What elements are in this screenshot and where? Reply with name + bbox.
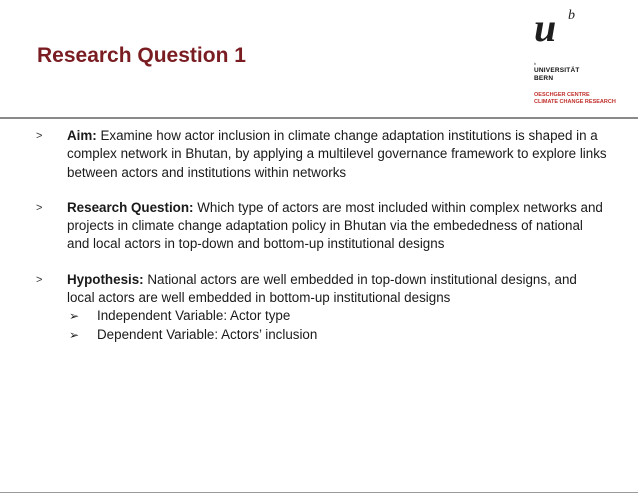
logo-superscript: b: [568, 8, 575, 23]
header-divider: [0, 117, 638, 119]
bullet-label: Research Question:: [67, 199, 194, 215]
sub-bullet-text: Dependent Variable: Actors’ inclusion: [97, 326, 318, 342]
arrow-bullet-icon: ➢: [69, 309, 80, 324]
slide-title: Research Question 1: [37, 44, 246, 67]
bullet-item-hypothesis: [36, 271, 608, 344]
sub-bullet-independent-variable: [69, 307, 608, 325]
slide-content: [36, 127, 608, 361]
bullet-text: Examine how actor inclusion in climate change adaptation institutions is shaped in a complex network in Bhutan, by applying a multilevel governance framework to explore links between actors and institutions within networks: [67, 128, 607, 180]
bullet-item-research-question: [36, 199, 608, 254]
logo-centre-line2: CLIMATE CHANGE RESEARCH: [534, 99, 616, 105]
university-logo: [528, 4, 634, 114]
bullet-chevron-icon: >: [36, 130, 43, 142]
logo-university-name: [534, 67, 580, 83]
logo-mark: u: [534, 5, 557, 50]
bullet-text: National actors are well embedded in top-down institutional designs, and local actors are well embedded in bottom-up institutional designs: [67, 271, 577, 306]
sub-bullet-text: Independent Variable: Actor type: [97, 308, 291, 324]
logo-university-line2: BERN: [534, 75, 554, 82]
bullet-item-aim: [36, 127, 608, 182]
bullet-chevron-icon: >: [36, 273, 43, 286]
logo-small-mark: b: [534, 61, 537, 66]
logo-centre-name: [534, 92, 616, 106]
bullet-text: Which type of actors are most included within complex networks and projects in climate change adaptation policy in Bhutan via the embededness of national and local actors in top-down and bottom-up institutional designs: [67, 199, 603, 252]
sub-bullet-dependent-variable: [69, 326, 608, 344]
footer-divider: [0, 492, 638, 493]
bullet-chevron-icon: >: [36, 201, 43, 214]
logo-university-line1: UNIVERSITÄT: [534, 67, 580, 74]
arrow-bullet-icon: ➢: [69, 327, 80, 342]
logo-centre-line1: OESCHGER CENTRE: [534, 92, 590, 98]
bullet-label: Aim:: [67, 128, 97, 143]
bullet-label: Hypothesis:: [67, 271, 144, 287]
